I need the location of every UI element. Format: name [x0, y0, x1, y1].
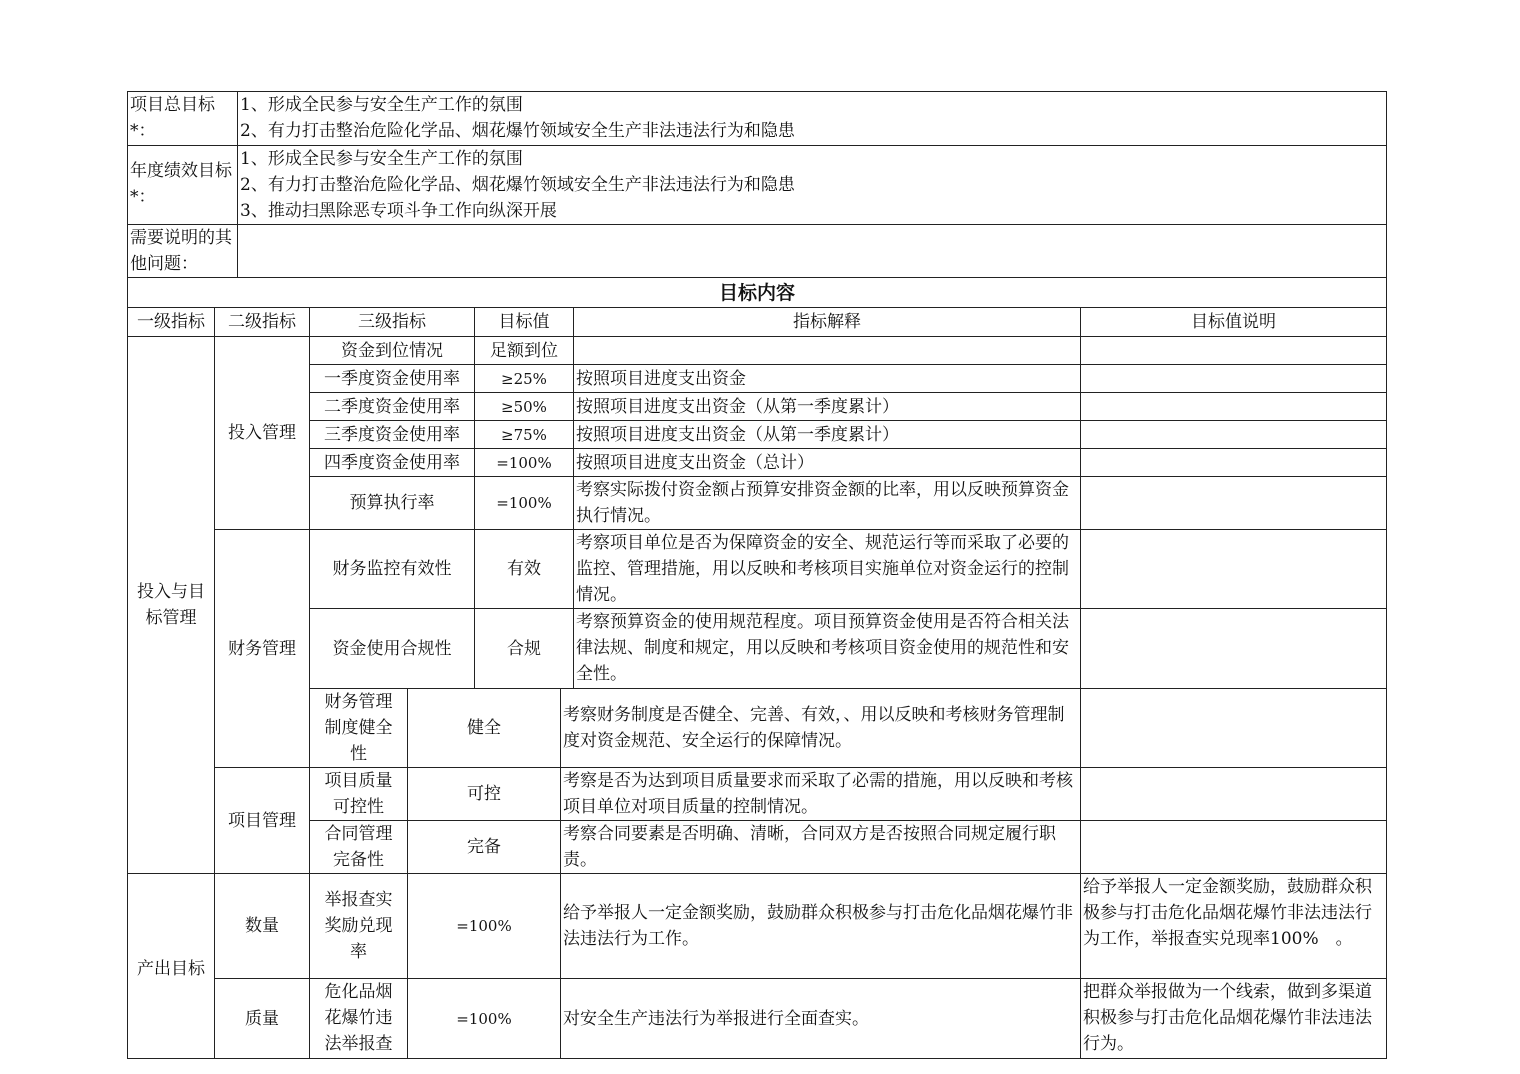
table-row-12-target: =100% — [407, 873, 561, 979]
table-row-9-note — [1080, 688, 1387, 768]
table-row-4-explain: 按照项目进度支出资金（从第一季度累计） — [573, 420, 1081, 449]
table-row-4-target: ≥75% — [474, 420, 574, 449]
table-row-8-explain: 考察预算资金的使用规范程度。项目预算资金使用是否符合相关法律法规、制度和规定，用以反映和考核项目资金使用的规范性和安全性。 — [573, 608, 1081, 689]
project-goal-label: 项目总目标*： — [127, 91, 238, 146]
table-row-3-explain: 按照项目进度支出资金（从第一季度累计） — [573, 392, 1081, 421]
project-goal-line-2: 2、有力打击整治危险化学品、烟花爆竹领域安全生产非法违法行为和隐患 — [240, 121, 795, 141]
other-issues-label: 需要说明的其他问题： — [127, 224, 238, 278]
table-row-6-target: =100% — [474, 476, 574, 530]
annual-goal-line-1: 1、形成全民参与安全生产工作的氛围 — [240, 149, 523, 169]
col-header-level3: 三级指标 — [309, 307, 475, 337]
other-issues-value — [237, 224, 1387, 278]
col-header-level2: 二级指标 — [214, 307, 310, 337]
table-row-11-note — [1080, 820, 1387, 874]
table-row-12-note: 给予举报人一定金额奖励，鼓励群众积极参与打击危化品烟花爆竹非法违法行为工作，举报查实兑现率100% 。 — [1080, 873, 1387, 979]
table-row-11-indicator: 合同管理完备性 — [309, 820, 408, 874]
goal-table — [127, 91, 1387, 1059]
table-row-1-indicator: 资金到位情况 — [309, 336, 475, 365]
level2-finance: 财务管理 — [214, 529, 310, 768]
table-row-5-target: =100% — [474, 448, 574, 477]
table-row-10-target: 可控 — [407, 767, 561, 821]
table-row-3-indicator: 二季度资金使用率 — [309, 392, 475, 421]
table-row-5-indicator: 四季度资金使用率 — [309, 448, 475, 477]
table-row-11-explain: 考察合同要素是否明确、清晰，合同双方是否按照合同规定履行职责。 — [560, 820, 1081, 874]
table-row-2-explain: 按照项目进度支出资金 — [573, 364, 1081, 393]
table-row-7-note — [1080, 529, 1387, 609]
col-header-level1: 一级指标 — [127, 307, 215, 337]
table-row-5-explain: 按照项目进度支出资金（总计） — [573, 448, 1081, 477]
table-row-13-note: 把群众举报做为一个线索，做到多渠道积极参与打击危化品烟花爆竹非法违法行为。 — [1080, 978, 1387, 1059]
table-row-2-note — [1080, 364, 1387, 393]
table-row-13-target: =100% — [407, 978, 561, 1059]
table-row-1-explain — [573, 336, 1081, 365]
level2-invest: 投入管理 — [214, 336, 310, 530]
col-header-note: 目标值说明 — [1080, 307, 1387, 337]
table-row-3-note — [1080, 392, 1387, 421]
table-row-3-target: ≥50% — [474, 392, 574, 421]
level2-project: 项目管理 — [214, 767, 310, 874]
table-row-7-target: 有效 — [474, 529, 574, 609]
table-row-8-note — [1080, 608, 1387, 689]
table-row-5-note — [1080, 448, 1387, 477]
table-row-9-target: 健全 — [407, 688, 561, 768]
level1-output-goal: 产出目标 — [127, 873, 215, 1059]
col-header-target: 目标值 — [474, 307, 574, 337]
level1-input-management: 投入与目标管理 — [127, 336, 215, 874]
table-row-2-target: ≥25% — [474, 364, 574, 393]
table-row-9-indicator: 财务管理制度健全性 — [309, 688, 408, 768]
project-goal-value — [237, 91, 1387, 146]
level2-quantity: 数量 — [214, 873, 310, 979]
table-row-10-explain: 考察是否为达到项目质量要求而采取了必需的措施，用以反映和考核项目单位对项目质量的控制情况。 — [560, 767, 1081, 821]
table-row-4-indicator: 三季度资金使用率 — [309, 420, 475, 449]
table-row-6-explain: 考察实际拨付资金额占预算安排资金额的比率，用以反映预算资金执行情况。 — [573, 476, 1081, 530]
table-row-1-target: 足额到位 — [474, 336, 574, 365]
annual-goal-line-3: 3、推动扫黑除恶专项斗争工作向纵深开展 — [240, 201, 557, 221]
table-row-10-note — [1080, 767, 1387, 821]
table-row-2-indicator: 一季度资金使用率 — [309, 364, 475, 393]
table-row-12-explain: 给予举报人一定金额奖励，鼓励群众积极参与打击危化品烟花爆竹非法违法行为工作。 — [560, 873, 1081, 979]
table-row-6-indicator: 预算执行率 — [309, 476, 475, 530]
table-row-9-explain: 考察财务制度是否健全、完善、有效，、用以反映和考核财务管理制度对资金规范、安全运行的保障情况。 — [560, 688, 1081, 768]
table-row-13-explain: 对安全生产违法行为举报进行全面查实。 — [560, 978, 1081, 1059]
table-row-10-indicator: 项目质量可控性 — [309, 767, 408, 821]
col-header-explain: 指标解释 — [573, 307, 1081, 337]
table-row-7-explain: 考察项目单位是否为保障资金的安全、规范运行等而采取了必要的监控、管理措施，用以反映和考核项目实施单位对资金运行的控制情况。 — [573, 529, 1081, 609]
annual-goal-line-2: 2、有力打击整治危险化学品、烟花爆竹领域安全生产非法违法行为和隐患 — [240, 175, 795, 195]
table-row-12-indicator: 举报查实奖励兑现率 — [309, 873, 408, 979]
table-row-8-indicator: 资金使用合规性 — [309, 608, 475, 689]
table-row-13-indicator: 危化品烟花爆竹违法举报查 — [309, 978, 408, 1059]
table-row-8-target: 合规 — [474, 608, 574, 689]
table-row-6-note — [1080, 476, 1387, 530]
table-row-11-target: 完备 — [407, 820, 561, 874]
table-row-1-note — [1080, 336, 1387, 365]
annual-goal-label: 年度绩效目标*： — [127, 145, 238, 225]
table-row-7-indicator: 财务监控有效性 — [309, 529, 475, 609]
level2-quality: 质量 — [214, 978, 310, 1059]
table-row-4-note — [1080, 420, 1387, 449]
project-goal-line-1: 1、形成全民参与安全生产工作的氛围 — [240, 95, 523, 115]
annual-goal-value — [237, 145, 1387, 225]
section-title: 目标内容 — [127, 277, 1387, 308]
